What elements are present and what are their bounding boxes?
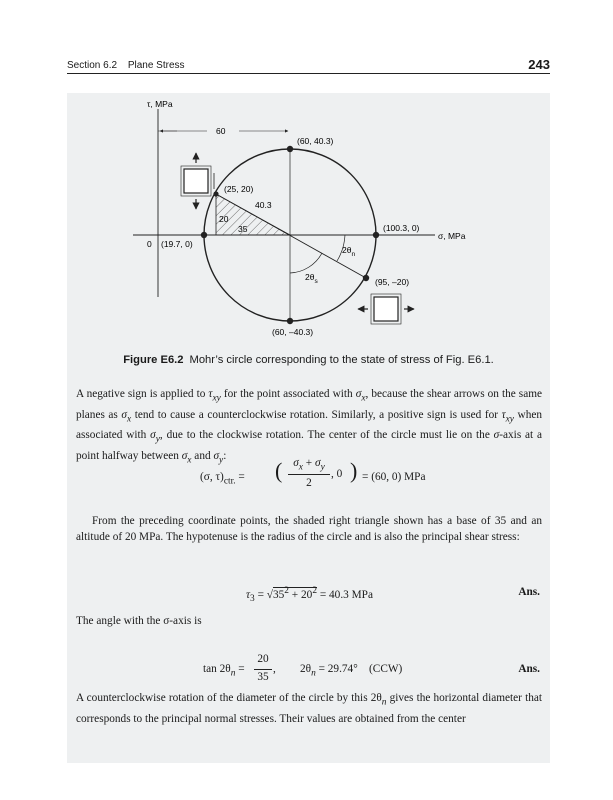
para3-text-1: A counterclockwise rotation of the diameter of the circle by this 2θ	[76, 692, 382, 704]
eq3-ans: Ans.	[518, 663, 540, 675]
para1-text-4: tend to cause a counterclockwise rotation. Similarly, a positive sign is used for	[131, 408, 502, 421]
stress-element-right	[358, 294, 414, 324]
point-bottom	[287, 318, 293, 324]
eq2-result: = 40.3 MPa	[319, 588, 373, 601]
eq3-lhs: $\tan 2\theta_n$ =	[203, 663, 245, 679]
header-rule	[67, 73, 550, 74]
equation-center	[200, 471, 245, 486]
origin-label: 0	[147, 239, 152, 249]
mohr-circle-figure	[67, 93, 550, 343]
para1-text-9: :	[223, 449, 227, 462]
caption-text: Mohr’s circle corresponding to the state of stress of Fig. E6.1.	[189, 354, 494, 366]
para1-text-7: -axis at a point halfway between	[76, 429, 543, 462]
eq1-tail: , 0	[331, 468, 343, 480]
tri-side-label: 20	[219, 214, 229, 224]
equation-tau3: $\tau_3 = √35^2 + 20^2 = 40.3$ MPa	[246, 586, 373, 605]
eq2-ans: Ans.	[518, 586, 540, 598]
eq3-tan: tan 2θ	[203, 663, 231, 675]
tri-base-label: 35	[238, 224, 248, 234]
para1-text-1: A negative sign is applied to	[76, 388, 209, 400]
eq1-sigma: σ	[293, 457, 299, 469]
paragraph-sign-convention: A negative sign is applied to $\tau_{xy}$ for the point associated with $\sigma_x$, because the shear arrows on the same planes as $\sigma_x$ tend to cause a counterclockwise rotation. Similarly, a positive sign is used for $\tau_{xy}$ when associated with $\sigma_y$, due to the clockwise rotation. The center of the circle must lie on the σ-axis at a point halfway between $\sigma_x$ and $\sigma_y$:	[76, 388, 543, 465]
eq1-frac-num: $\sigma_x + \sigma_y$	[293, 457, 325, 473]
pt-95-m20-label: (95, –20)	[375, 277, 410, 287]
eq1-frac-bar	[288, 474, 330, 475]
pt-top-label: (60, 40.3)	[297, 136, 334, 146]
section-number: Section 6.2	[67, 60, 118, 71]
para1-text-3: , because the shear arrows on the same planes as	[76, 388, 543, 421]
eq1-close-paren: )	[350, 458, 358, 483]
eq3-direction: (CCW)	[369, 663, 403, 675]
point-95-m20	[363, 275, 369, 281]
angle-2theta-s-label: $2\theta_s$	[305, 272, 318, 285]
sigma-axis-label: σ, MPa	[438, 231, 466, 241]
angle-2theta-n-label: $2\theta_n$	[342, 245, 356, 258]
page-number: 243	[528, 57, 550, 72]
angle-lead-text: The angle with the σ-axis is	[76, 615, 202, 627]
eq2-lhs-sub: 3	[250, 594, 255, 605]
pt-19-7-label: (19.7, 0)	[161, 239, 193, 249]
para1-text-2: for the point associated with	[220, 388, 356, 400]
section-title: Plane Stress	[127, 60, 185, 71]
diameter-line	[216, 194, 366, 278]
point-top	[287, 146, 293, 152]
angle-arc-2theta-s	[290, 253, 322, 273]
eq1-result: = (60, 0) MPa	[362, 471, 426, 483]
para1-text-8: and	[191, 449, 214, 462]
para3-sub: n	[381, 697, 387, 708]
pt-100-3-label: (100.3, 0)	[383, 223, 420, 233]
dim-60-label: 60	[216, 126, 226, 136]
caption-label: Figure E6.2	[123, 354, 184, 366]
eq1-lhs: (σ, τ)	[200, 471, 224, 483]
figure-caption	[67, 354, 550, 366]
eq2-radicand-2: 20	[301, 588, 313, 601]
paragraph-rotation	[76, 690, 542, 727]
tau-symbol: τ	[208, 388, 213, 400]
tri-hyp-label: 40.3	[255, 200, 272, 210]
tau-axis-label: τ, MPa	[147, 99, 173, 109]
point-25-20	[213, 191, 218, 196]
para1-text-6: , due to the clockwise rotation. The center of the circle must lie on the	[159, 429, 494, 442]
eq3-result: = 29.74°	[318, 663, 358, 675]
eq1-lhs-sub: ctr.	[223, 476, 236, 487]
eq2-radicand-1: 35	[272, 588, 285, 601]
eq1-open-paren: (	[275, 458, 283, 483]
eq1-equals: =	[238, 471, 245, 483]
eq3-frac-num: 20	[257, 653, 269, 665]
eq3-mid: $2\theta_n = 29.74^\circ$ (CCW)	[300, 663, 403, 679]
eq3-frac-bar	[254, 669, 272, 670]
eq2-lhs: τ	[246, 588, 251, 601]
point-19-7	[201, 232, 207, 238]
para3-text-2: gives the horizontal diameter that corresponds to the principal normal stresses. Their values are obtained from the center	[76, 692, 543, 725]
stress-element-left	[181, 153, 214, 209]
eq3-frac-den: 35	[257, 671, 269, 683]
paragraph-triangle: From the preceding coordinate points, the shaded right triangle shown has a base of 35 and an altitude of 20 MPa. The hypotenuse is the radius of the circle and is also the principal shear stress:	[76, 515, 542, 544]
point-100-3	[373, 232, 379, 238]
pt-25-20-label: (25, 20)	[224, 184, 254, 194]
running-header	[67, 60, 193, 71]
eq3-2theta: 2θ	[300, 663, 312, 675]
para1-text-5: when associated with	[76, 408, 543, 442]
eq1-frac-den: 2	[306, 477, 312, 489]
pt-bottom-label: (60, –40.3)	[272, 327, 314, 337]
